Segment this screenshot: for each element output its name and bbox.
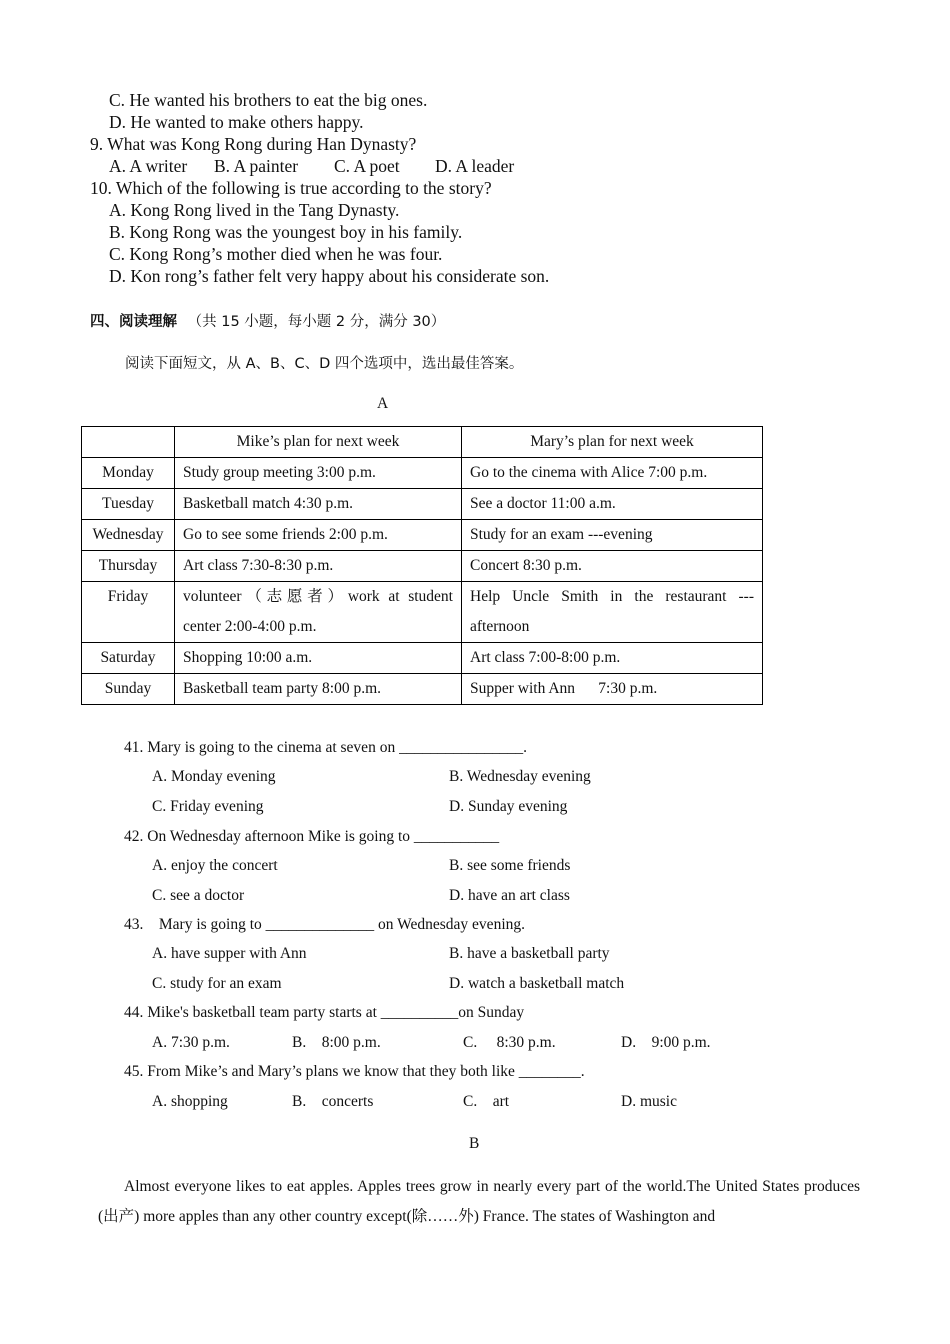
- day-cell: Sunday: [82, 674, 175, 705]
- section-instruction: 阅读下面短文，从 A、B、C、D 四个选项中，选出最佳答案。: [125, 356, 524, 372]
- q10-option-b: B. Kong Rong was the youngest boy in his family.: [109, 222, 463, 242]
- mary-plan-cell: Art class 7:00-8:00 p.m.: [462, 643, 763, 674]
- day-cell: Tuesday: [82, 489, 175, 520]
- table-header-mike: Mike’s plan for next week: [175, 427, 462, 458]
- mike-plan-cell: Basketball match 4:30 p.m.: [175, 489, 462, 520]
- mike-plan-cell: Art class 7:30-8:30 p.m.: [175, 551, 462, 582]
- section-title: 四、阅读理解: [90, 314, 177, 330]
- table-row: [82, 551, 763, 582]
- mary-plan-cell: Concert 8:30 p.m.: [462, 551, 763, 582]
- mike-plan-cell: Shopping 10:00 a.m.: [175, 643, 462, 674]
- q41-stem: 41. Mary is going to the cinema at seven on ________________.: [124, 739, 527, 756]
- day-cell: Thursday: [82, 551, 175, 582]
- q43-option-c: C. study for an exam: [152, 975, 282, 992]
- q45-option-b: B. concerts: [292, 1093, 374, 1110]
- mary-plan-cell: Study for an exam ---evening: [462, 520, 763, 551]
- q44-stem: 44. Mike's basketball team party starts at __________on Sunday: [124, 1004, 525, 1021]
- day-cell: Wednesday: [82, 520, 175, 551]
- passage-a-label: A: [377, 395, 389, 412]
- q9-stem: 9. What was Kong Rong during Han Dynasty?: [90, 134, 417, 154]
- q45-option-d: D. music: [621, 1093, 677, 1110]
- table-header-day: [82, 427, 175, 458]
- q43-stem: 43. Mary is going to ______________ on Wednesday evening.: [124, 916, 525, 933]
- q42-option-a: A. enjoy the concert: [152, 857, 278, 874]
- q9-option-d: D. A leader: [435, 156, 515, 176]
- table-row: [82, 520, 763, 551]
- day-cell: Saturday: [82, 643, 175, 674]
- section-heading: [90, 310, 445, 331]
- mike-plan-cell: Basketball team party 8:00 p.m.: [175, 674, 462, 705]
- q10-option-c: C. Kong Rong’s mother died when he was four.: [109, 244, 443, 264]
- q41-option-c: C. Friday evening: [152, 798, 264, 815]
- q45-option-a: A. shopping: [152, 1093, 228, 1110]
- section-info: （共 15 小题，每小题 2 分，满分 30）: [187, 314, 446, 330]
- q10-option-d: D. Kon rong’s father felt very happy about his considerate son.: [109, 266, 550, 286]
- q8-option-c: C. He wanted his brothers to eat the big ones.: [109, 90, 428, 110]
- day-cell: Friday: [82, 582, 175, 643]
- q42-option-c: C. see a doctor: [152, 887, 245, 904]
- table-header-mary: Mary’s plan for next week: [462, 427, 763, 458]
- q41-option-a: A. Monday evening: [152, 768, 276, 785]
- mike-plan-cell: volunteer（志愿者）work at student center 2:00-4:00 p.m.: [175, 582, 462, 643]
- q8-option-d: D. He wanted to make others happy.: [109, 112, 364, 132]
- q10-option-a: A. Kong Rong lived in the Tang Dynasty.: [109, 200, 400, 220]
- q43-option-a: A. have supper with Ann: [152, 945, 307, 962]
- q41-option-d: D. Sunday evening: [449, 798, 568, 815]
- q9-option-b: B. A painter: [214, 156, 299, 176]
- table-header-row: [82, 427, 763, 458]
- table-row: [82, 458, 763, 489]
- mary-plan-cell: Help Uncle Smith in the restaurant ---afternoon: [462, 582, 763, 643]
- q44-option-b: B. 8:00 p.m.: [292, 1034, 381, 1051]
- table-row: [82, 643, 763, 674]
- mary-plan-cell: Supper with Ann 7:30 p.m.: [462, 674, 763, 705]
- q45-option-c: C. art: [463, 1093, 510, 1110]
- table-row: [82, 674, 763, 705]
- q42-option-b: B. see some friends: [449, 857, 571, 874]
- weekly-plan-table: [81, 426, 763, 705]
- q41-option-b: B. Wednesday evening: [449, 768, 591, 785]
- passage-b-text: Almost everyone likes to eat apples. Apples trees grow in nearly every part of the world.The United States produces (出产) more apples than any other country except(除……外) France. The states of Washington and: [98, 1178, 860, 1225]
- q44-option-d: D. 9:00 p.m.: [621, 1034, 711, 1051]
- q42-option-d: D. have an art class: [449, 887, 570, 904]
- q44-option-c: C. 8:30 p.m.: [463, 1034, 556, 1051]
- day-cell: Monday: [82, 458, 175, 489]
- table-row: [82, 582, 763, 643]
- passage-b-label: B: [469, 1135, 480, 1152]
- q43-option-b: B. have a basketball party: [449, 945, 610, 962]
- q9-option-a: A. A writer: [109, 156, 188, 176]
- mary-plan-cell: Go to the cinema with Alice 7:00 p.m.: [462, 458, 763, 489]
- q45-stem: 45. From Mike’s and Mary’s plans we know that they both like ________.: [124, 1063, 585, 1080]
- q9-option-c: C. A poet: [334, 156, 400, 176]
- q44-option-a: A. 7:30 p.m.: [152, 1034, 230, 1051]
- mike-plan-cell: Go to see some friends 2:00 p.m.: [175, 520, 462, 551]
- q42-stem: 42. On Wednesday afternoon Mike is going to ___________: [124, 828, 500, 845]
- q10-stem: 10. Which of the following is true according to the story?: [90, 178, 492, 198]
- q43-option-d: D. watch a basketball match: [449, 975, 625, 992]
- mary-plan-cell: See a doctor 11:00 a.m.: [462, 489, 763, 520]
- table-row: [82, 489, 763, 520]
- mike-plan-cell: Study group meeting 3:00 p.m.: [175, 458, 462, 489]
